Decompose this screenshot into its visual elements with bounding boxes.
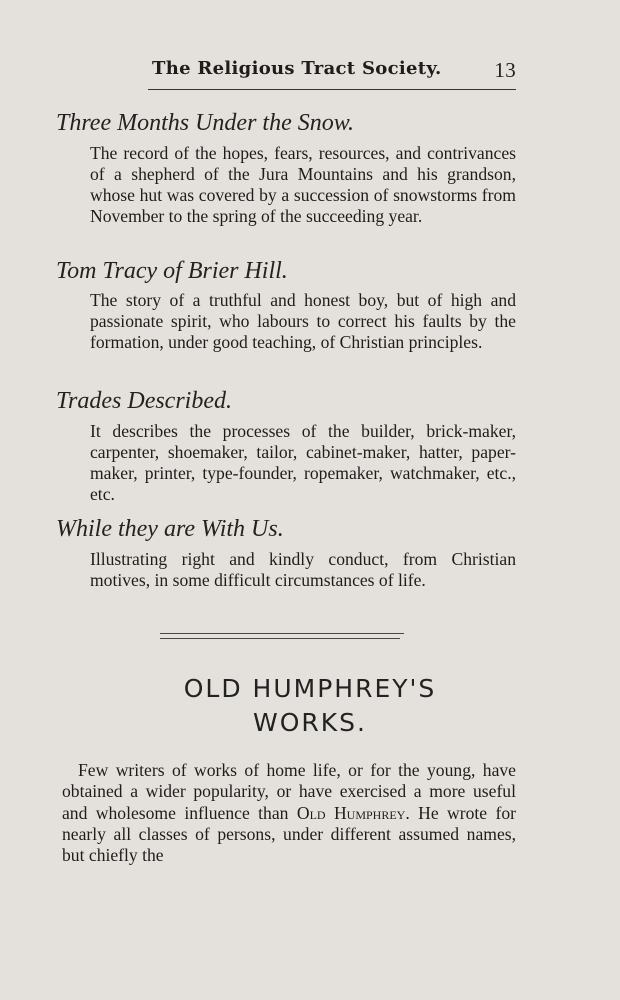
entry-title: While they are With Us. [56, 516, 284, 542]
page-number: 13 [494, 58, 516, 82]
section-divider [160, 638, 400, 639]
entry-description: The story of a truthful and honest boy, but of high and passionate spirit, who labours to correct his faults by the formation, under good teaching, of Christian principles. [90, 290, 516, 352]
author-name: Old Humphrey [296, 802, 406, 823]
section-divider [160, 633, 404, 634]
header-rule [148, 89, 516, 90]
running-title: The Religious Tract Society. [152, 58, 442, 79]
section-heading-line1: OLD HUMPHREY'S [183, 674, 437, 703]
intro-text: Few writers of works of home life, or for the young, have obtained a wider popularity, or have exercised a more useful and wholesome influence than [62, 760, 516, 823]
entry-description: The record of the hopes, fears, resources, and contrivances of a shepherd of the Jura Mountains and his grandson, whose hut was covered by a succession of snowstorms from November to the spring of the succeeding year. [90, 143, 516, 226]
section-heading-line2: WORKS. [253, 708, 367, 737]
entry-title: Trades Described. [56, 388, 232, 414]
entry-title: Three Months Under the Snow. [56, 110, 354, 136]
section-intro [62, 760, 516, 866]
entry-description: It describes the processes of the builder, brick-maker, carpenter, shoemaker, tailor, cabinet-maker, hatter, paper-maker, printer, type-founder, ropemaker, watchmaker, etc., etc. [90, 421, 516, 504]
entry-description: Illustrating right and kindly conduct, from Christian motives, in some difficult circumstances of life. [90, 549, 516, 590]
entry-title: Tom Tracy of Brier Hill. [56, 258, 288, 284]
intro-text: . He wrote for nearly all classes of persons, under different assumed names, but chiefly the [62, 802, 517, 866]
